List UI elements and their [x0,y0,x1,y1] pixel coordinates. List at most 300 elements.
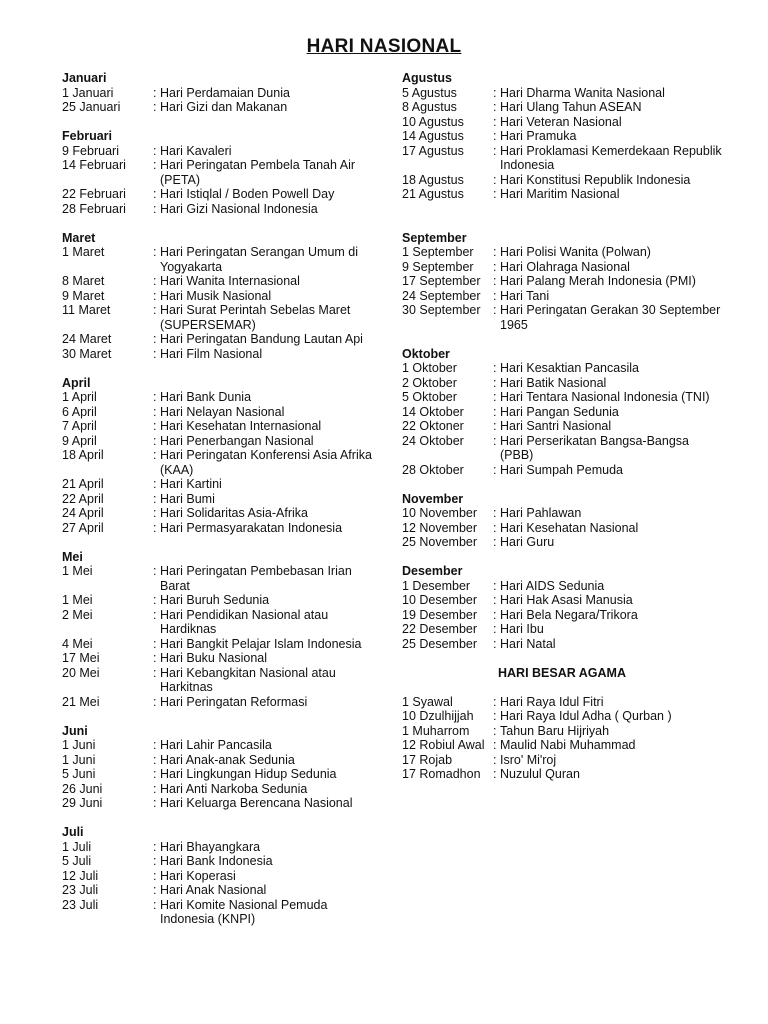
month-heading: November [402,491,464,506]
holiday-date: 14 Oktober [402,404,464,419]
separator-colon: : [493,593,497,607]
holiday-name: Hari Peringatan Pembela Tanah Air (PETA) [160,158,356,187]
holiday-name: Hari Ulang Tahun ASEAN [500,100,642,114]
holiday-name: Hari Surat Perintah Sebelas Maret (SUPERSEMAR) [160,303,351,332]
separator-colon: : [493,143,497,158]
holiday-date: 21 Mei [62,694,100,709]
separator-colon: : [153,781,157,796]
separator-colon: : [153,332,157,346]
holiday-date: 30 September [402,303,481,317]
month-section-juni [62,724,372,811]
month-heading: September [402,230,467,245]
holiday-entry [402,303,722,332]
separator-colon: : [493,375,497,390]
holiday-date: 11 Maret [62,303,111,317]
holiday-entry [62,854,372,869]
holiday-entry [62,477,372,492]
separator-colon: : [493,433,497,448]
month-section-agustus [402,71,722,202]
holiday-entry [402,361,722,376]
holiday-date: 9 April [62,433,97,448]
month-heading: Mei [62,549,83,564]
holiday-entry [402,289,722,304]
month-section-november [402,492,722,550]
holiday-name: Hari Tani [500,288,550,303]
holiday-date: 14 Agustus [402,129,464,143]
holiday-entry [402,187,722,202]
holiday-entry [402,86,722,101]
holiday-entry [402,144,722,173]
separator-colon: : [493,709,497,723]
separator-colon: : [493,636,497,651]
holiday-entry [62,883,372,898]
page-title: HARI NASIONAL [306,36,462,57]
holiday-name: Hari Perdamaian Dunia [160,85,290,100]
separator-colon: : [153,796,157,810]
holiday-entry [62,796,372,811]
holiday-entry [62,144,372,159]
separator-colon: : [493,100,497,114]
holiday-date: 1 April [62,390,97,404]
holiday-date: 22 April [62,491,104,506]
holiday-name: Hari Kavaleri [160,143,232,158]
holiday-entry [62,840,372,855]
holiday-entry [62,448,372,477]
month-section-februari [62,129,372,216]
holiday-name: Hari Anti Narkoba Sedunia [160,781,308,796]
separator-colon: : [493,114,497,129]
separator-colon: : [153,85,157,100]
separator-colon: : [153,448,157,462]
holiday-date: 20 Mei [62,665,100,680]
holiday-entry [62,274,372,289]
separator-colon: : [493,404,497,419]
holiday-name: Hari Natal [500,636,556,651]
holiday-entry [402,129,722,144]
separator-colon: : [153,665,157,680]
holiday-name: Hari Gizi Nasional Indonesia [160,201,318,216]
holiday-entry [402,274,722,289]
separator-colon: : [493,752,497,767]
holiday-entry [62,419,372,434]
holiday-date: 10 November [402,506,478,520]
month-section-januari [62,71,372,115]
holiday-date: 22 Februari [62,187,126,201]
holiday-entry [62,332,372,347]
holiday-name: Hari Raya Idul Fitri [500,694,604,709]
holiday-entry [62,506,372,521]
holiday-entry [62,738,372,753]
holiday-date: 6 April [62,404,97,419]
holiday-date: 17 Mei [62,651,100,665]
holiday-date: 25 Desember [402,636,478,651]
left-column [62,71,372,941]
month-heading: Februari [62,129,113,143]
holiday-entry [62,303,372,332]
separator-colon: : [493,187,497,201]
separator-colon: : [493,390,497,404]
holiday-date: 9 Februari [62,143,119,158]
separator-colon: : [493,535,497,549]
holiday-entry [402,695,722,710]
holiday-date: 12 Juli [62,868,99,883]
holiday-name: Hari Anak Nasional [160,883,267,897]
holiday-name: Hari Santri Nasional [500,419,612,433]
holiday-date: 1 Juni [62,752,96,767]
holiday-entry [62,100,372,115]
holiday-date: 25 Januari [62,100,121,114]
month-section-april [62,376,372,536]
separator-colon: : [153,274,157,288]
holiday-name: Hari Proklamasi Kemerdekaan Republik Indonesia [500,143,722,172]
separator-colon: : [153,143,157,158]
holiday-entry [62,289,372,304]
holiday-entry [402,434,722,463]
holiday-name: Hari Istiqlal / Boden Powell Day [160,187,335,201]
holiday-name: Hari Guru [500,535,555,549]
holiday-entry [402,738,722,753]
holiday-name: Hari Peringatan Pembebasan Irian Barat [160,564,352,593]
holiday-name: Hari Peringatan Konferensi Asia Afrika (KAA) [160,448,372,477]
religious-holidays-list [402,695,722,782]
holiday-date: 1 Juni [62,738,96,752]
holiday-date: 12 Robiul Awal [402,738,485,752]
month-section-september [402,231,722,333]
holiday-entry [62,695,372,710]
holiday-date: 23 Juli [62,897,99,912]
holiday-entry [402,579,722,594]
holiday-name: Maulid Nabi Muhammad [500,738,636,752]
holiday-name: Hari Maritim Nasional [500,187,620,201]
holiday-name: Hari Polisi Wanita (Polwan) [500,245,651,259]
holiday-entry [62,651,372,666]
holiday-name: Hari Peringatan Bandung Lautan Api [160,332,363,346]
holiday-entry [62,492,372,507]
holiday-entry [402,753,722,768]
holiday-entry [402,419,722,434]
holiday-name: Hari Keluarga Berencana Nasional [160,796,353,810]
separator-colon: : [153,288,157,303]
separator-colon: : [153,738,157,752]
holiday-name: Hari Bumi [160,491,215,506]
holiday-name: Hari Wanita Internasional [160,274,300,288]
holiday-date: 19 Desember [402,607,478,622]
month-section-mei [62,550,372,710]
holiday-name: Hari Perserikatan Bangsa-Bangsa (PBB) [500,433,689,462]
holiday-name: Nuzulul Quran [500,767,580,781]
holiday-name: Hari Permasyarakatan Indonesia [160,520,343,535]
separator-colon: : [153,520,157,535]
separator-colon: : [493,622,497,636]
holiday-date: 29 Juni [62,796,103,810]
holiday-entry [402,608,722,623]
separator-colon: : [153,245,157,259]
holiday-name: Hari Veteran Nasional [500,114,622,129]
holiday-date: 10 Agustus [402,114,464,129]
holiday-name: Hari Olahraga Nasional [500,259,630,274]
holiday-date: 4 Mei [62,636,93,651]
separator-colon: : [493,767,497,781]
holiday-name: Hari Lingkungan Hidup Sedunia [160,767,337,781]
separator-colon: : [493,607,497,622]
holiday-entry [62,767,372,782]
holiday-name: Hari Bhayangkara [160,839,261,854]
holiday-entry [62,245,372,274]
separator-colon: : [153,593,157,607]
holiday-date: 1 Oktober [402,361,457,375]
holiday-date: 10 Desember [402,593,478,607]
holiday-entry [402,593,722,608]
holiday-date: 1 Syawal [402,694,453,709]
holiday-date: 1 Maret [62,245,105,259]
separator-colon: : [153,897,157,912]
holiday-date: 1 Mei [62,593,93,607]
holiday-entry [62,564,372,593]
holiday-date: 2 Oktober [402,375,457,390]
month-heading: Desember [402,564,463,578]
holiday-name: Hari Gizi dan Makanan [160,100,288,114]
holiday-date: 25 November [402,535,478,549]
holiday-date: 9 September [402,259,474,274]
holiday-entry [62,434,372,449]
holiday-entry [402,390,722,405]
month-heading: Juni [62,723,88,738]
separator-colon: : [493,419,497,433]
holiday-date: 22 Desember [402,622,478,636]
holiday-name: Hari Konstitusi Republik Indonesia [500,172,691,187]
month-section-maret [62,231,372,362]
holiday-name: Hari Pendidikan Nasional atau Hardiknas [160,607,329,636]
separator-colon: : [153,607,157,622]
separator-colon: : [493,303,497,317]
right-column [402,71,722,782]
separator-colon: : [153,694,157,709]
holiday-date: 10 Dzulhijjah [402,709,474,723]
holiday-name: Hari Musik Nasional [160,288,272,303]
holiday-entry [62,782,372,797]
holiday-name: Hari Koperasi [160,868,236,883]
separator-colon: : [153,651,157,665]
holiday-entry [62,608,372,637]
holiday-date: 17 Romadhon [402,767,481,781]
holiday-entry [402,724,722,739]
holiday-name: Hari Kesehatan Internasional [160,419,322,433]
holiday-entry [62,869,372,884]
separator-colon: : [153,187,157,201]
holiday-date: 1 Januari [62,85,114,100]
separator-colon: : [493,520,497,535]
separator-colon: : [153,100,157,114]
holiday-name: Hari Bank Dunia [160,390,252,404]
month-heading: Agustus [402,71,452,85]
holiday-name: Hari Pramuka [500,129,577,143]
holiday-entry [402,767,722,782]
holiday-date: 28 Oktober [402,462,464,477]
holiday-name: Hari Nelayan Nasional [160,404,285,419]
separator-colon: : [493,259,497,274]
holiday-date: 27 April [62,520,104,535]
holiday-name: Hari Dharma Wanita Nasional [500,85,665,100]
separator-colon: : [493,738,497,752]
separator-colon: : [153,506,157,520]
holiday-name: Hari Lahir Pancasila [160,738,272,752]
holiday-date: 24 Oktober [402,433,464,448]
holiday-entry [62,158,372,187]
holiday-name: Hari Palang Merah Indonesia (PMI) [500,274,696,288]
separator-colon: : [153,491,157,506]
holiday-date: 2 Mei [62,607,93,622]
holiday-entry [402,245,722,260]
holiday-date: 9 Maret [62,288,105,303]
holiday-entry [402,622,722,637]
holiday-entry [62,637,372,652]
holiday-name: Hari Hak Asasi Manusia [500,593,633,607]
holiday-name: Hari Bangkit Pelajar Islam Indonesia [160,636,362,651]
month-heading: Januari [62,71,107,85]
separator-colon: : [153,564,157,578]
separator-colon: : [153,839,157,854]
holiday-date: 1 September [402,245,474,259]
month-heading: Maret [62,230,96,245]
holiday-name: Hari Solidaritas Asia-Afrika [160,506,308,520]
separator-colon: : [493,129,497,143]
holiday-entry [402,260,722,275]
holiday-entry [402,115,722,130]
holiday-name: Hari Film Nasional [160,346,263,361]
holiday-date: 24 April [62,506,104,520]
holiday-name: Hari Komite Nasional Pemuda Indonesia (KNPI) [160,897,328,926]
separator-colon: : [493,361,497,375]
separator-colon: : [153,346,157,361]
holiday-entry [62,521,372,536]
holiday-entry [62,666,372,695]
holiday-date: 1 Mei [62,564,93,578]
holiday-date: 1 Juli [62,839,92,854]
holiday-entry [402,535,722,550]
separator-colon: : [153,433,157,448]
holiday-date: 21 April [62,477,104,491]
holiday-date: 7 April [62,419,97,433]
holiday-name: Hari Buruh Sedunia [160,593,270,607]
holiday-name: Hari Pangan Sedunia [500,404,619,419]
holiday-date: 5 Juni [62,767,96,781]
holiday-entry [402,405,722,420]
holiday-entry [402,100,722,115]
holiday-name: Hari Sumpah Pemuda [500,462,623,477]
separator-colon: : [493,578,497,593]
holiday-date: 5 Agustus [402,85,457,100]
holiday-name: Hari Bela Negara/Trikora [500,607,638,622]
separator-colon: : [153,752,157,767]
separator-colon: : [153,477,157,491]
holiday-date: 17 September [402,274,481,288]
month-heading: Juli [62,825,84,839]
holiday-date: 8 Agustus [402,100,457,114]
separator-colon: : [153,201,157,216]
holiday-entry [402,506,722,521]
holiday-date: 17 Agustus [402,143,464,158]
separator-colon: : [153,636,157,651]
holiday-name: Tahun Baru Hijriyah [500,723,610,738]
holiday-entry [402,463,722,478]
holiday-entry [402,709,722,724]
separator-colon: : [493,288,497,303]
separator-colon: : [493,85,497,100]
separator-colon: : [493,723,497,738]
holiday-entry [62,202,372,217]
holiday-entry [62,405,372,420]
holiday-date: 5 Oktober [402,390,457,404]
holiday-entry [62,86,372,101]
separator-colon: : [153,303,157,317]
holiday-entry [62,593,372,608]
holiday-date: 17 Rojab [402,752,453,767]
holiday-name: Hari Batik Nasional [500,375,607,390]
holiday-name: Hari AIDS Sedunia [500,578,605,593]
separator-colon: : [153,854,157,868]
holiday-date: 18 Agustus [402,172,464,187]
holiday-entry [402,376,722,391]
holiday-date: 24 September [402,288,481,303]
holiday-entry [62,390,372,405]
holiday-name: Hari Raya Idul Adha ( Qurban ) [500,709,672,723]
holiday-entry [62,347,372,362]
holiday-date: 22 Oktoner [402,419,464,433]
holiday-date: 8 Maret [62,274,105,288]
holiday-name: Hari Bank Indonesia [160,854,273,868]
separator-colon: : [153,419,157,433]
holiday-entry [402,637,722,652]
separator-colon: : [153,390,157,404]
holiday-entry [62,187,372,202]
holiday-name: Hari Pahlawan [500,506,582,520]
holiday-name: Hari Peringatan Gerakan 30 September 1965 [500,303,721,332]
holiday-entry [402,521,722,536]
holiday-date: 18 April [62,448,104,462]
holiday-date: 28 Februari [62,201,126,216]
month-section-juli [62,825,372,927]
month-heading: Oktober [402,346,450,361]
separator-colon: : [153,767,157,781]
holiday-entry [62,753,372,768]
holiday-name: Isro' Mi'roj [500,752,557,767]
holiday-date: 1 Muharrom [402,723,470,738]
holiday-date: 26 Juni [62,781,103,796]
holiday-name: Hari Buku Nasional [160,651,267,665]
holiday-entry [62,898,372,927]
holiday-date: 12 November [402,520,478,535]
holiday-name: Hari Anak-anak Sedunia [160,752,295,767]
holiday-date: 1 Desember [402,578,471,593]
holiday-name: Hari Penerbangan Nasional [160,433,314,448]
separator-colon: : [153,883,157,897]
holiday-date: 24 Maret [62,332,112,346]
month-heading: April [62,375,91,390]
separator-colon: : [493,506,497,520]
holiday-date: 30 Maret [62,346,112,361]
holiday-name: Hari Kebangkitan Nasional atau Harkitnas [160,665,336,694]
holiday-name: Hari Ibu [500,622,544,636]
holiday-name: Hari Kesaktian Pancasila [500,361,639,375]
separator-colon: : [153,404,157,419]
separator-colon: : [493,694,497,709]
month-section-desember [402,564,722,651]
holiday-date: 14 Februari [62,158,126,172]
holiday-name: Hari Tentara Nasional Indonesia (TNI) [500,390,710,404]
holiday-name: Hari Kartini [160,477,222,491]
religious-holidays-heading: HARI BESAR AGAMA [497,665,626,680]
separator-colon: : [493,172,497,187]
